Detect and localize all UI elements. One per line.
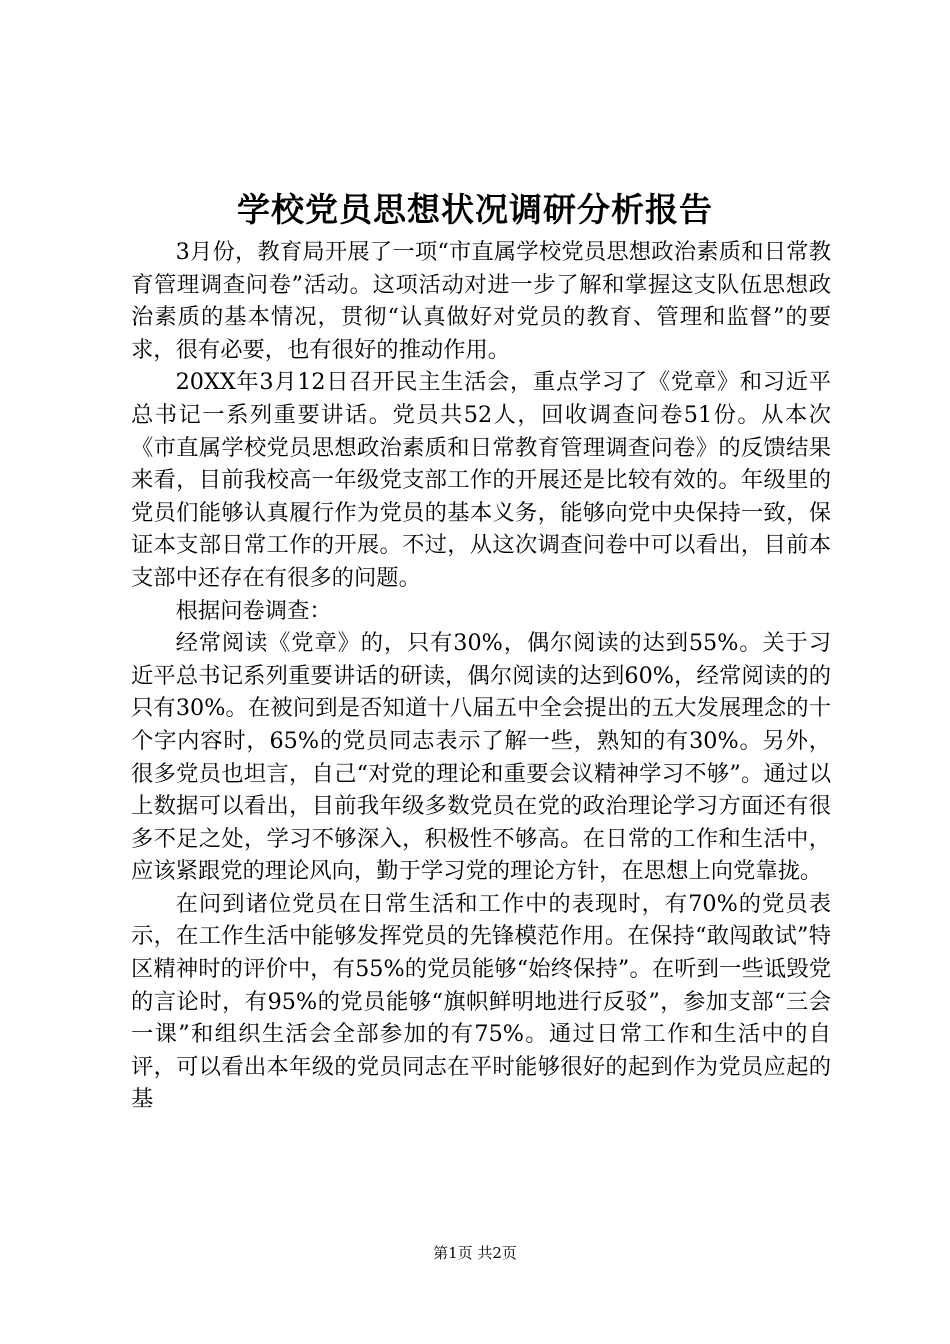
paragraph-intro: 3月份，教育局开展了一项“市直属学校党员思想政治素质和日常教育管理调查问卷”活动。这项活动对进一步了解和掌握这支队伍思想政治素质的基本情况，贯彻“认真做好对党员的教育、管理和监督”的要求，很有必要，也有很好的推动作用。 <box>131 239 831 363</box>
paragraph-study-stats: 经常阅读《党章》的，只有30%，偶尔阅读的达到55%。关于习近平总书记系列重要讲话的研读，偶尔阅读的达到60%，经常阅读的的只有30%。在被问到是否知道十八届五中全会提出的五大发展理念的十个字内容时，65%的党员同志表示了解一些，熟知的有30%。另外，很多党员也坦言，自己“对党的理论和重要会议精神学习不够”。通过以上数据可以看出，目前我年级多数党员在党的政治理论学习方面还有很多不足之处，学习不够深入，积极性不够高。在日常的工作和生活中，应该紧跟党的理论风向，勤于学习党的理论方针，在思想上向党靠拢。 <box>131 630 831 885</box>
paragraph-performance-stats: 在问到诸位党员在日常生活和工作中的表现时，有70%的党员表示，在工作生活中能够发挥党员的先锋模范作用。在保持“敢闯敢试”特区精神时的评价中，有55%的党员能够“始终保持”。在听到一些诋毁党的言论时，有95%的党员能够“旗帜鲜明地进行反驳”，参加支部“三会一课”和组织生活会全部参加的有75%。通过日常工作和生活中的自评，可以看出本年级的党员同志在平时能够很好的起到作为党员应起的基 <box>131 890 831 1113</box>
page-footer: 第1页 共2页 <box>433 1244 517 1262</box>
paragraph-survey-heading: 根据问卷调查： <box>175 597 332 624</box>
document-title: 学校党员思想状况调研分析报告 <box>237 190 713 229</box>
paragraph-meeting: 20XX年3月12日召开民主生活会，重点学习了《党章》和习近平总书记一系列重要讲话。党员共52人，回收调查问卷51份。从本次《市直属学校党员思想政治素质和日常教育管理调查问卷》的反馈结果来看，目前我校高一年级党支部工作的开展还是比较有效的。年级里的党员们能够认真履行作为党员的基本义务，能够向党中央保持一致，保证本支部日常工作的开展。不过，从这次调查问卷中可以看出，目前本支部中还存在有很多的问题。 <box>131 369 831 591</box>
document-body <box>131 236 831 1116</box>
